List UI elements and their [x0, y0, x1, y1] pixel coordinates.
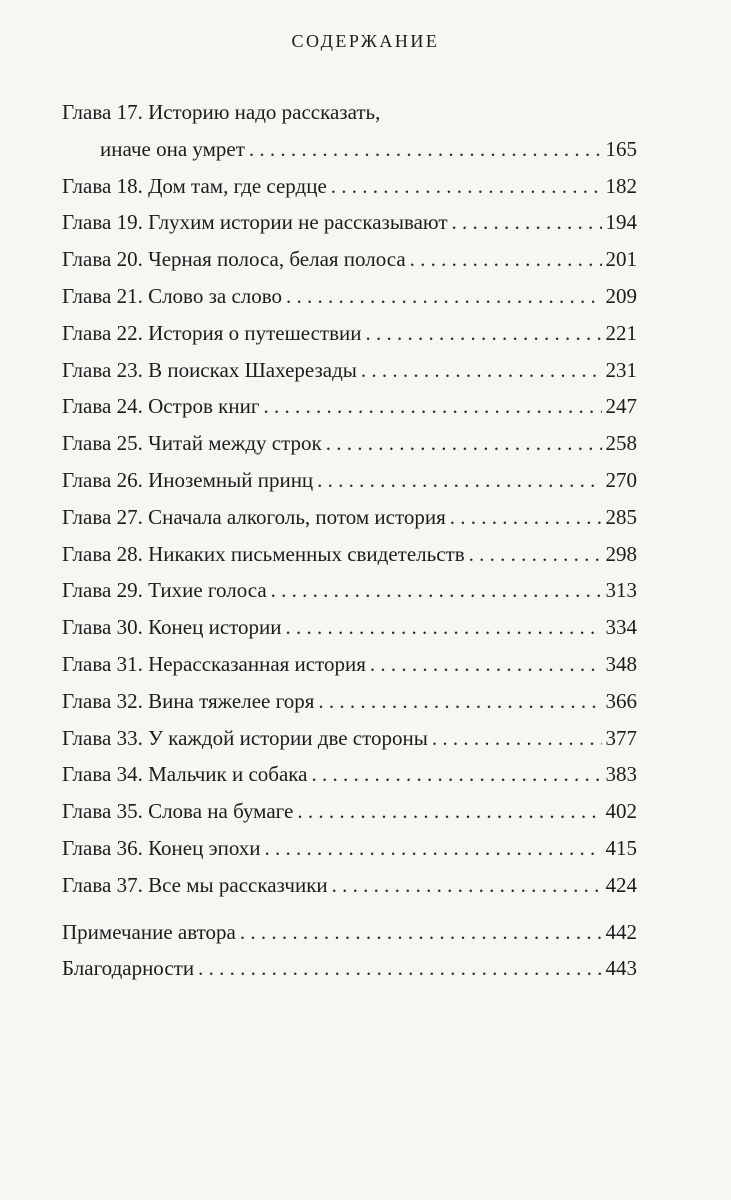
dot-leader — [450, 499, 602, 536]
toc-entry-29 — [62, 572, 637, 609]
toc-entry-title: Глава 36. Конец эпохи — [62, 835, 261, 860]
toc-entry-32 — [62, 683, 637, 720]
toc-entry-33 — [62, 720, 637, 757]
toc-entry-title: Глава 25. Читай между строк — [62, 431, 322, 456]
toc-entry-title-continued: иначе она умрет — [100, 136, 245, 161]
toc-entry-title: Глава 32. Вина тяжелее горя — [62, 688, 315, 713]
toc-entry-title: Глава 21. Слово за слово — [62, 283, 283, 308]
toc-entry-27 — [62, 499, 637, 536]
toc-entry-title: Глава 22. История о путешествии — [62, 320, 362, 345]
dot-leader — [326, 425, 602, 462]
dot-leader — [318, 683, 601, 720]
dot-leader — [297, 793, 601, 830]
toc-entry-title: Глава 35. Слова на бумаге — [62, 799, 294, 824]
toc-entry-acknowledgements — [62, 950, 637, 987]
toc-entry-page: 258 — [605, 431, 637, 456]
toc-entry-author-note — [62, 914, 637, 951]
toc-entry-page: 298 — [605, 541, 637, 566]
toc-entry-title: Глава 19. Глухим истории не рассказывают — [62, 210, 448, 235]
toc-entry-title: Глава 18. Дом там, где сердце — [62, 173, 327, 198]
toc-entry-title: Глава 31. Нерассказанная история — [62, 651, 366, 676]
dot-leader — [432, 720, 602, 757]
toc-entry-page: 334 — [605, 615, 637, 640]
toc-entry-page: 424 — [605, 872, 637, 897]
toc-entry-title: Глава 33. У каждой истории две стороны — [62, 725, 428, 750]
toc-entry-page: 209 — [605, 283, 637, 308]
dot-leader — [265, 830, 602, 867]
dot-leader — [452, 204, 602, 241]
toc-entry-19 — [62, 204, 637, 241]
toc-entry-22 — [62, 315, 637, 352]
toc-entry-page: 443 — [605, 956, 637, 981]
dot-leader — [263, 388, 601, 425]
toc-entry-page: 442 — [605, 919, 637, 944]
dot-leader — [410, 241, 602, 278]
toc-entry-title: Глава 24. Остров книг — [62, 394, 260, 419]
toc-entry-20 — [62, 241, 637, 278]
dot-leader — [286, 609, 602, 646]
toc-entry-21 — [62, 278, 637, 315]
toc-entry-page: 366 — [605, 688, 637, 713]
toc-entry-25 — [62, 425, 637, 462]
toc-entry-page: 402 — [605, 799, 637, 824]
dot-leader — [370, 646, 602, 683]
toc-entry-page: 165 — [605, 136, 637, 161]
dot-leader — [331, 168, 602, 205]
toc-entry-page: 348 — [605, 651, 637, 676]
toc-entry-page: 201 — [605, 247, 637, 272]
toc-entry-page: 415 — [605, 835, 637, 860]
dot-leader — [286, 278, 601, 315]
dot-leader — [240, 914, 602, 951]
toc-entry-28 — [62, 536, 637, 573]
toc-entry-page: 247 — [605, 394, 637, 419]
toc-entry-30 — [62, 609, 637, 646]
toc-list — [62, 94, 637, 987]
toc-entry-24 — [62, 388, 637, 425]
toc-entry-26 — [62, 462, 637, 499]
toc-entry-page: 194 — [605, 210, 637, 235]
toc-entry-title: Глава 29. Тихие голоса — [62, 578, 267, 603]
toc-entry-36 — [62, 830, 637, 867]
dot-leader — [469, 536, 602, 573]
toc-entry-title: Глава 27. Сначала алкоголь, потом история — [62, 504, 446, 529]
dot-leader — [311, 756, 601, 793]
toc-entry-23 — [62, 352, 637, 389]
toc-entry-37 — [62, 867, 637, 904]
dot-leader — [198, 950, 601, 987]
page-header: СОДЕРЖАНИЕ — [291, 31, 440, 51]
toc-entry-35 — [62, 793, 637, 830]
toc-entry-page: 313 — [605, 578, 637, 603]
toc-entry-title: Примечание автора — [62, 919, 236, 944]
toc-entry-title: Глава 17. Историю надо рассказать, — [62, 100, 381, 124]
toc-entry-title: Глава 20. Черная полоса, белая полоса — [62, 247, 406, 272]
toc-entry-page: 377 — [605, 725, 637, 750]
toc-entry-page: 182 — [605, 173, 637, 198]
dot-leader — [332, 867, 602, 904]
toc-entry-title: Глава 26. Иноземный принц — [62, 467, 314, 492]
toc-entry-title: Глава 37. Все мы рассказчики — [62, 872, 328, 897]
toc-entry-title: Глава 34. Мальчик и собака — [62, 762, 308, 787]
toc-entry-title: Глава 23. В поисках Шахерезады — [62, 357, 357, 382]
toc-entry-18 — [62, 168, 637, 205]
toc-entry-31 — [62, 646, 637, 683]
dot-leader — [361, 352, 602, 389]
toc-entry-title: Глава 28. Никаких письменных свидетельств — [62, 541, 465, 566]
toc-entry-page: 383 — [605, 762, 637, 787]
dot-leader — [317, 462, 601, 499]
toc-entry-page: 285 — [605, 504, 637, 529]
toc-entry-17 — [62, 94, 637, 168]
dot-leader — [271, 572, 602, 609]
toc-entry-title: Благодарности — [62, 956, 195, 981]
dot-leader — [249, 131, 602, 168]
toc-entry-page: 231 — [605, 357, 637, 382]
toc-entry-title: Глава 30. Конец истории — [62, 615, 282, 640]
toc-entry-page: 221 — [605, 320, 637, 345]
toc-entry-page: 270 — [605, 467, 637, 492]
dot-leader — [366, 315, 602, 352]
toc-entry-34 — [62, 756, 637, 793]
